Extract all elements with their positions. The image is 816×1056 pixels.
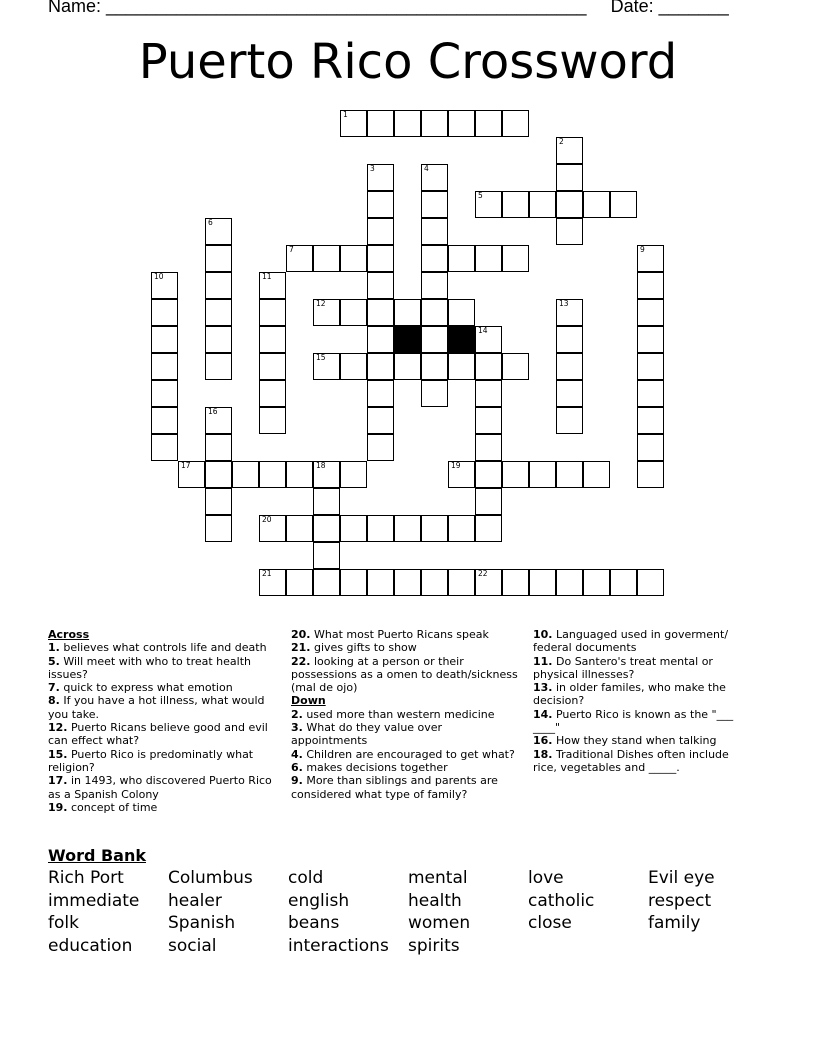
clue-num: 2. [291, 707, 303, 721]
clue-item [48, 774, 278, 801]
clue-item [291, 721, 521, 748]
word-bank-word: Columbus [168, 868, 253, 888]
grid-cell[interactable] [367, 299, 394, 326]
clue-number: 11 [262, 272, 272, 281]
grid-cell[interactable] [394, 515, 421, 542]
grid-cell[interactable] [394, 569, 421, 596]
grid-cell[interactable] [475, 380, 502, 407]
word-bank-word: close [528, 913, 572, 934]
across-heading: Across [48, 628, 90, 641]
word-bank-word: Spanish [168, 913, 236, 934]
word-bank-word: respect [648, 890, 712, 911]
grid-cell[interactable] [637, 353, 664, 380]
clue-num: 16. [533, 734, 553, 748]
clue-num: 12. [48, 721, 68, 735]
grid-cell[interactable] [313, 515, 340, 542]
grid-cell[interactable] [151, 299, 178, 326]
clue-item [533, 708, 748, 735]
grid-cell[interactable] [286, 569, 313, 596]
clue-item [48, 681, 278, 694]
word-bank-word: cold [288, 868, 324, 888]
clue-number: 18 [316, 461, 326, 470]
grid-cell[interactable] [475, 434, 502, 461]
grid-cell[interactable] [367, 245, 394, 272]
clue-item [291, 655, 521, 695]
grid-cell[interactable] [637, 272, 664, 299]
clue-text: used more than western medicine [302, 707, 495, 721]
clue-number: 4 [424, 164, 429, 173]
clue-text: quick to express what emotion [59, 681, 233, 695]
clue-num: 10. [533, 628, 553, 641]
grid-cell[interactable] [367, 353, 394, 380]
clue-number: 15 [316, 353, 326, 362]
page-title: Puerto Rico Crossword [138, 34, 678, 90]
grid-cell[interactable] [340, 515, 367, 542]
grid-cell[interactable] [259, 407, 286, 434]
word-bank-word: family [648, 913, 701, 934]
grid-cell[interactable] [421, 299, 448, 326]
grid-cell[interactable] [556, 461, 583, 488]
clues-column-3 [533, 628, 748, 774]
word-bank-word: Rich Port [48, 868, 124, 888]
grid-cell[interactable] [421, 218, 448, 245]
grid-cell[interactable] [367, 326, 394, 353]
word-bank-word: immediate [48, 890, 140, 911]
grid-cell[interactable] [610, 569, 637, 596]
clue-item [533, 681, 748, 708]
grid-cell[interactable] [421, 380, 448, 407]
clue-num: 20. [291, 628, 311, 641]
word-bank-word: folk [48, 913, 79, 934]
grid-cell[interactable] [340, 569, 367, 596]
clue-text: Do Santero's treat mental or physical illnesses? [533, 654, 713, 681]
clue-item [48, 694, 278, 721]
grid-cell[interactable] [475, 245, 502, 272]
word-bank-word: social [168, 936, 217, 957]
grid-cell[interactable] [556, 191, 583, 218]
clue-text: Traditional Dishes often include rice, vegetables and _____. [533, 747, 729, 774]
grid-cell[interactable] [178, 461, 205, 488]
clue-text: Languaged used in goverment/ federal documents [533, 628, 729, 655]
grid-cell[interactable] [367, 110, 394, 137]
clue-text: Children are encouraged to get what? [302, 747, 515, 761]
clue-number: 17 [181, 461, 191, 470]
grid-cell[interactable] [286, 515, 313, 542]
clue-item [48, 641, 278, 654]
clue-text: What do they value over appointments [291, 721, 443, 748]
clue-num: 5. [48, 654, 60, 668]
grid-cell[interactable] [448, 461, 475, 488]
grid-cell[interactable] [502, 569, 529, 596]
grid-cell[interactable] [502, 110, 529, 137]
grid-cell[interactable] [637, 380, 664, 407]
grid-cell[interactable] [502, 191, 529, 218]
clue-num: 9. [291, 774, 303, 788]
grid-cell[interactable] [313, 353, 340, 380]
word-bank-title: Word Bank [48, 846, 147, 865]
grid-cell[interactable] [475, 461, 502, 488]
grid-cell[interactable] [313, 488, 340, 515]
clue-text: How they stand when talking [552, 734, 717, 748]
grid-cell[interactable] [421, 515, 448, 542]
black-cell [394, 326, 421, 353]
grid-cell[interactable] [259, 326, 286, 353]
clue-number: 16 [208, 407, 218, 416]
clue-text: If you have a hot illness, what would you take. [48, 694, 265, 721]
clue-num: 14. [533, 707, 553, 721]
clue-number: 22 [478, 569, 488, 578]
grid-cell[interactable] [529, 191, 556, 218]
name-blank[interactable]: ________________________________________________ [106, 0, 587, 16]
grid-cell[interactable] [637, 434, 664, 461]
clue-item [291, 748, 521, 761]
clue-number: 2 [559, 137, 564, 146]
clue-num: 22. [291, 654, 311, 668]
grid-cell[interactable] [205, 461, 232, 488]
clue-item [533, 655, 748, 682]
grid-cell[interactable] [205, 218, 232, 245]
grid-cell[interactable] [313, 461, 340, 488]
clue-num: 15. [48, 747, 68, 761]
grid-cell[interactable] [421, 110, 448, 137]
clue-text: concept of time [67, 800, 158, 814]
grid-cell[interactable] [475, 110, 502, 137]
word-bank-word: spirits [408, 936, 460, 957]
clue-item [291, 774, 521, 801]
grid-cell[interactable] [259, 515, 286, 542]
grid-cell[interactable] [367, 218, 394, 245]
clue-item [48, 721, 278, 748]
clue-num: 3. [291, 721, 303, 735]
clue-num: 7. [48, 681, 60, 695]
grid-cell[interactable] [637, 461, 664, 488]
grid-cell[interactable] [421, 326, 448, 353]
grid-cell[interactable] [502, 353, 529, 380]
grid-cell[interactable] [475, 191, 502, 218]
clue-item [48, 655, 278, 682]
grid-cell[interactable] [367, 407, 394, 434]
clue-number: 14 [478, 326, 488, 335]
grid-cell[interactable] [367, 164, 394, 191]
grid-cell[interactable] [556, 164, 583, 191]
grid-cell[interactable] [394, 110, 421, 137]
grid-cell[interactable] [421, 569, 448, 596]
clue-item [48, 801, 278, 814]
clue-number: 21 [262, 569, 272, 578]
word-bank-word: healer [168, 890, 222, 911]
grid-cell[interactable] [502, 461, 529, 488]
word-bank-word: interactions [288, 936, 389, 957]
clue-item [533, 748, 748, 775]
grid-cell[interactable] [637, 245, 664, 272]
grid-cell[interactable] [475, 407, 502, 434]
clue-number: 3 [370, 164, 375, 173]
grid-cell[interactable] [583, 191, 610, 218]
clue-number: 13 [559, 299, 569, 308]
grid-cell[interactable] [259, 569, 286, 596]
clue-number: 12 [316, 299, 326, 308]
clue-text: Will meet with who to treat health issues? [48, 654, 252, 681]
clue-number: 6 [208, 218, 213, 227]
grid-cell[interactable] [556, 218, 583, 245]
grid-cell[interactable] [556, 380, 583, 407]
clue-number: 5 [478, 191, 483, 200]
grid-cell[interactable] [205, 272, 232, 299]
clue-item [291, 641, 521, 654]
name-label: Name: [48, 0, 102, 16]
grid-cell[interactable] [637, 299, 664, 326]
clue-text: Puerto Ricans believe good and evil can effect what? [48, 721, 268, 748]
grid-cell[interactable] [475, 326, 502, 353]
clue-number: 1 [343, 110, 348, 119]
grid-cell[interactable] [475, 353, 502, 380]
clues-column-2 [291, 628, 521, 801]
clue-text: in 1493, who discovered Puerto Rico as a Spanish Colony [48, 774, 272, 801]
grid-cell[interactable] [556, 407, 583, 434]
grid-cell[interactable] [205, 515, 232, 542]
grid-cell[interactable] [313, 245, 340, 272]
grid-cell[interactable] [475, 515, 502, 542]
grid-cell[interactable] [421, 164, 448, 191]
grid-cell[interactable] [259, 299, 286, 326]
grid-cell[interactable] [151, 326, 178, 353]
grid-cell[interactable] [475, 569, 502, 596]
grid-cell[interactable] [232, 461, 259, 488]
grid-cell[interactable] [367, 515, 394, 542]
grid-cell[interactable] [286, 245, 313, 272]
grid-cell[interactable] [151, 434, 178, 461]
clue-item [48, 748, 278, 775]
grid-cell[interactable] [340, 110, 367, 137]
grid-cell[interactable] [367, 272, 394, 299]
clue-text: More than siblings and parents are considered what type of family? [291, 774, 498, 801]
grid-cell[interactable] [286, 461, 313, 488]
grid-cell[interactable] [448, 299, 475, 326]
grid-cell[interactable] [151, 380, 178, 407]
grid-cell[interactable] [394, 299, 421, 326]
grid-cell[interactable] [529, 569, 556, 596]
clue-text: gives gifts to show [310, 641, 417, 655]
clue-num: 8. [48, 694, 60, 708]
grid-cell[interactable] [313, 542, 340, 569]
grid-cell[interactable] [205, 353, 232, 380]
grid-cell[interactable] [448, 515, 475, 542]
grid-cell[interactable] [583, 461, 610, 488]
grid-cell[interactable] [205, 245, 232, 272]
grid-cell[interactable] [637, 569, 664, 596]
clue-text: What most Puerto Ricans speak [310, 628, 489, 641]
grid-cell[interactable] [583, 569, 610, 596]
word-bank-word: mental [408, 868, 468, 888]
grid-cell[interactable] [556, 137, 583, 164]
word-bank-word: education [48, 936, 133, 957]
clue-num: 13. [533, 681, 553, 695]
grid-cell[interactable] [259, 380, 286, 407]
grid-cell[interactable] [367, 191, 394, 218]
word-bank-word: beans [288, 913, 340, 934]
clue-num: 19. [48, 800, 68, 814]
grid-cell[interactable] [421, 245, 448, 272]
grid-cell[interactable] [259, 353, 286, 380]
grid-cell[interactable] [394, 353, 421, 380]
clue-item [533, 734, 748, 747]
grid-cell[interactable] [637, 407, 664, 434]
clue-item [291, 628, 521, 641]
grid-cell[interactable] [151, 353, 178, 380]
clue-text: makes decisions together [302, 760, 448, 774]
clue-num: 21. [291, 641, 311, 655]
clue-item [533, 628, 748, 655]
grid-cell[interactable] [367, 569, 394, 596]
word-bank-word: health [408, 890, 462, 911]
grid-cell[interactable] [313, 299, 340, 326]
word-bank-word: love [528, 868, 564, 888]
grid-cell[interactable] [556, 569, 583, 596]
grid-cell[interactable] [340, 245, 367, 272]
clue-text: Puerto Rico is known as the "___ ____" [533, 707, 734, 735]
grid-cell[interactable] [556, 353, 583, 380]
grid-cell[interactable] [205, 299, 232, 326]
clues-column-1 [48, 628, 278, 814]
clue-text: in older familes, who make the decision? [533, 681, 726, 708]
clue-number: 9 [640, 245, 645, 254]
word-bank-word: women [408, 913, 471, 934]
grid-cell[interactable] [556, 299, 583, 326]
date-label: Date: [610, 0, 654, 16]
grid-cell[interactable] [151, 407, 178, 434]
clue-text: Puerto Rico is predominatly what religion? [48, 747, 254, 774]
grid-cell[interactable] [367, 380, 394, 407]
clue-item [291, 761, 521, 774]
grid-cell[interactable] [205, 488, 232, 515]
grid-cell[interactable] [502, 245, 529, 272]
black-cell [448, 326, 475, 353]
grid-cell[interactable] [529, 461, 556, 488]
grid-cell[interactable] [448, 245, 475, 272]
clue-num: 11. [533, 654, 553, 668]
grid-cell[interactable] [205, 407, 232, 434]
grid-cell[interactable] [205, 434, 232, 461]
clue-num: 4. [291, 747, 303, 761]
word-bank-word: catholic [528, 890, 595, 911]
grid-cell[interactable] [205, 326, 232, 353]
grid-cell[interactable] [610, 191, 637, 218]
grid-cell[interactable] [475, 488, 502, 515]
clue-number: 10 [154, 272, 164, 281]
down-heading: Down [291, 694, 326, 708]
grid-cell[interactable] [340, 353, 367, 380]
grid-cell[interactable] [421, 272, 448, 299]
clue-number: 7 [289, 245, 294, 254]
clue-number: 19 [451, 461, 461, 470]
grid-cell[interactable] [556, 326, 583, 353]
clue-number: 20 [262, 515, 272, 524]
word-bank-word: Evil eye [648, 868, 715, 888]
grid-cell[interactable] [340, 461, 367, 488]
grid-cell[interactable] [421, 191, 448, 218]
clue-item [291, 708, 521, 721]
grid-cell[interactable] [448, 353, 475, 380]
clue-num: 18. [533, 747, 553, 761]
date-blank[interactable]: _______ [658, 0, 729, 16]
grid-cell[interactable] [448, 110, 475, 137]
clue-num: 6. [291, 760, 303, 774]
word-bank-word: english [288, 890, 350, 911]
grid-cell[interactable] [340, 299, 367, 326]
grid-cell[interactable] [637, 326, 664, 353]
clue-num: 17. [48, 774, 68, 788]
grid-cell[interactable] [448, 569, 475, 596]
grid-cell[interactable] [151, 272, 178, 299]
grid-cell[interactable] [259, 461, 286, 488]
clue-text: looking at a person or their possessions as a omen to death/sickness (mal de ojo) [291, 654, 518, 695]
grid-cell[interactable] [367, 434, 394, 461]
grid-cell[interactable] [421, 353, 448, 380]
grid-cell[interactable] [259, 272, 286, 299]
clue-num: 1. [48, 641, 60, 655]
grid-cell[interactable] [313, 569, 340, 596]
clue-text: believes what controls life and death [59, 641, 267, 655]
